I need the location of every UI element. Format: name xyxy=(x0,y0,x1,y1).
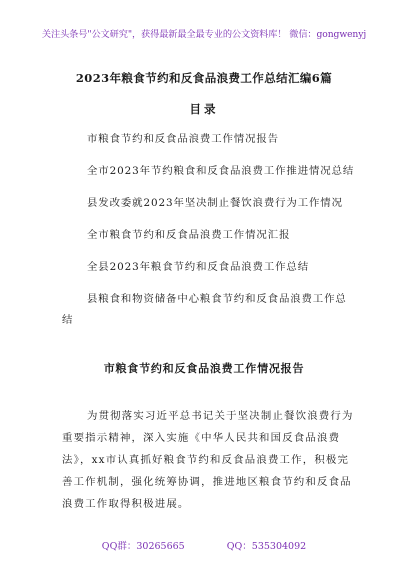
footer-qq: QQ：535304092 xyxy=(226,541,307,552)
toc-item[interactable]: 全市2023年节约粮食和反食品浪费工作推进情况总结 xyxy=(87,165,355,177)
body-line: 法》，xx市认真抓好粮食节约和反食品浪费工作，积极完 xyxy=(62,454,350,466)
toc-heading: 目录 xyxy=(189,102,219,116)
toc-item[interactable]: 县粮食和物资储备中心粮食节约和反食品浪费工作总 xyxy=(87,293,347,305)
header-promo-note: 关注头条号"公文研究"，获得最新最全最专业的公文资料库！ 微信：gongwenyj xyxy=(41,29,367,40)
body-line: 重要指示精神，深入实施《中华人民共和国反食品浪费 xyxy=(62,432,341,444)
body-line: 为贯彻落实习近平总书记关于坚决制止餐饮浪费行为 xyxy=(87,410,354,422)
toc-item[interactable]: 全市粮食节约和反食品浪费工作情况汇报 xyxy=(87,229,291,241)
footer-qq-group: QQ群：30265665 xyxy=(101,541,185,552)
toc-item[interactable]: 全县2023年粮食节约和反食品浪费工作总结 xyxy=(87,261,309,273)
toc-item[interactable]: 县发改委就2023年坚决制止餐饮浪费行为工作情况 xyxy=(87,197,343,209)
toc-item-wrap: 结 xyxy=(62,314,73,326)
body-line: 善工作机制，强化统筹协调，推进地区粮食节约和反食品 xyxy=(62,476,352,488)
document-title: 2023年粮食节约和反食品浪费工作总结汇编6篇 xyxy=(75,71,333,85)
body-line: 浪费工作取得积极进展。 xyxy=(62,498,190,510)
footer-contact xyxy=(0,538,408,552)
section-title: 市粮食节约和反食品浪费工作情况报告 xyxy=(103,362,305,375)
toc-item[interactable]: 市粮食节约和反食品浪费工作情况报告 xyxy=(87,133,279,145)
